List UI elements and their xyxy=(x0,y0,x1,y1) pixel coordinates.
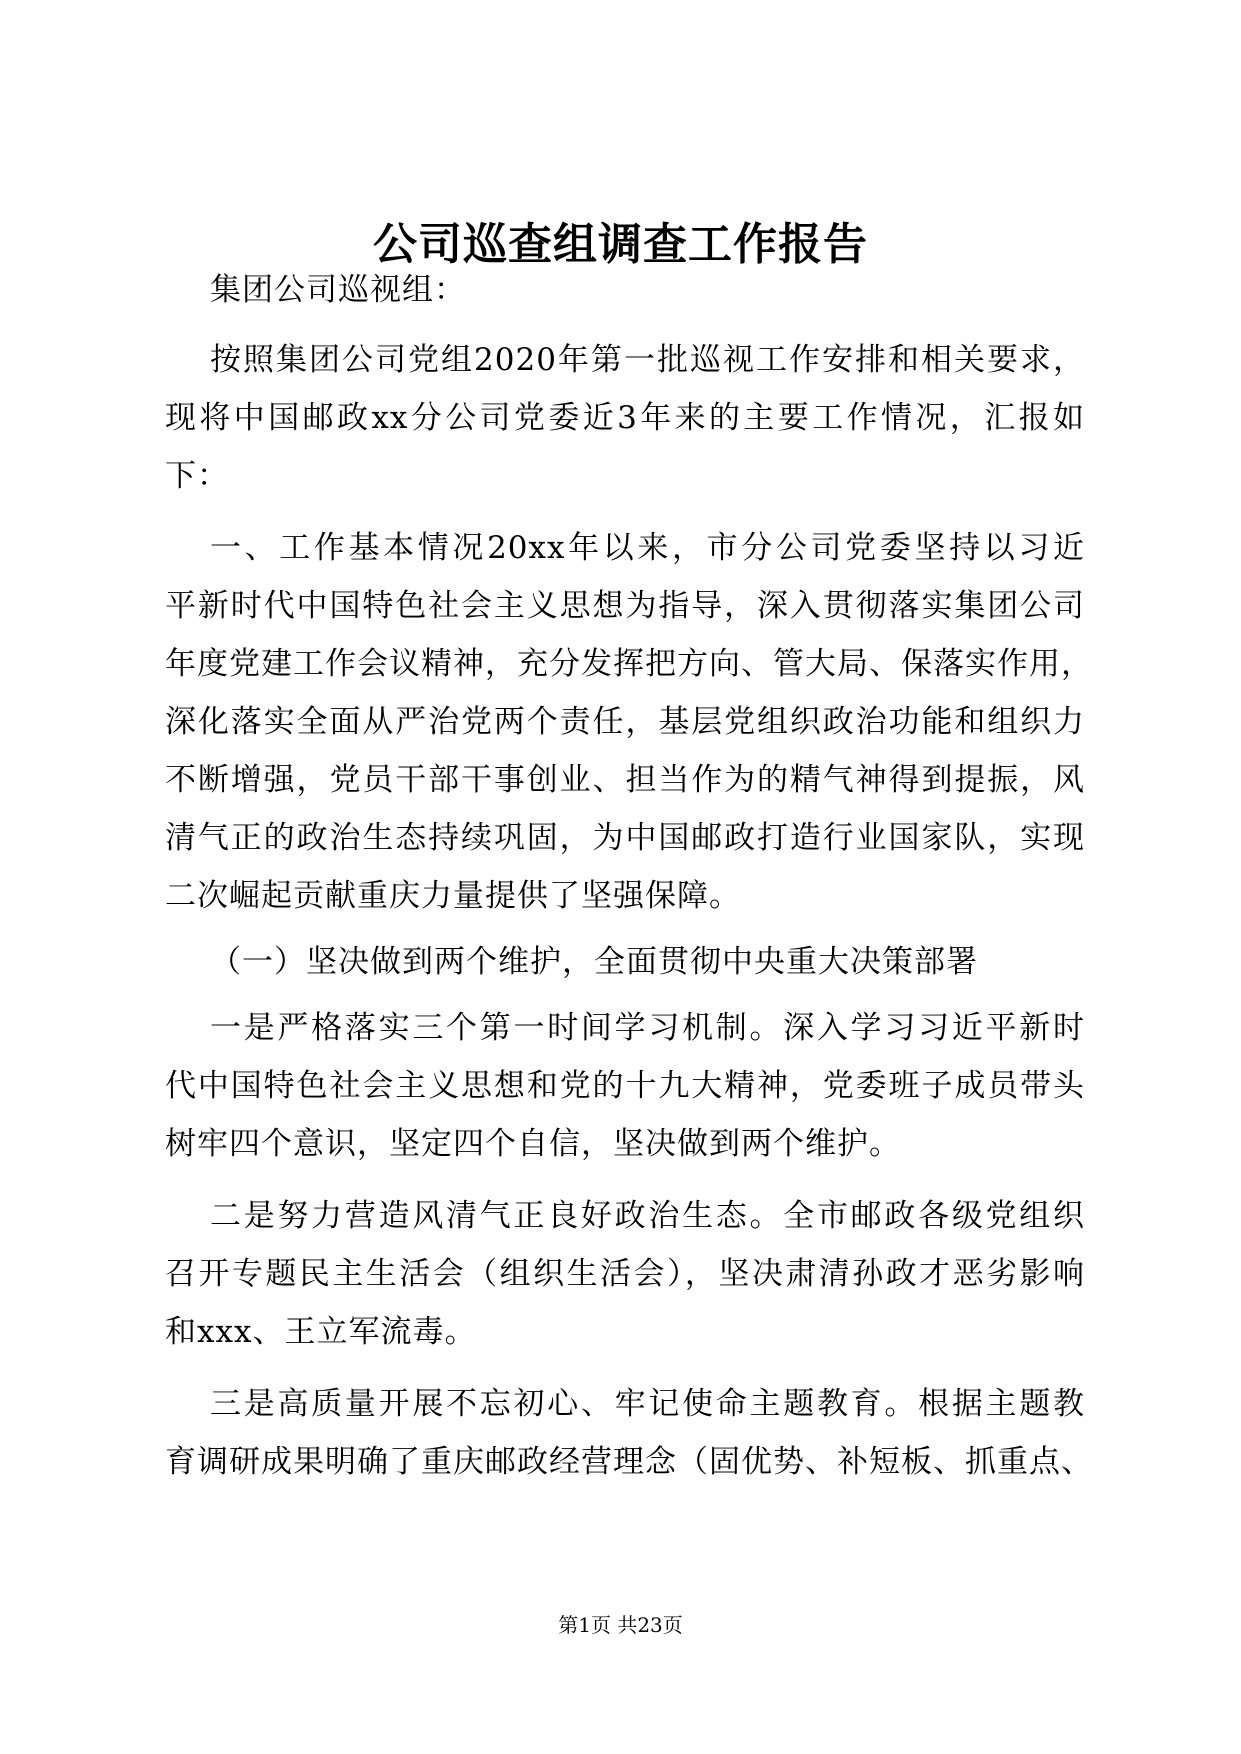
section-heading: （一）坚决做到两个维护，全面贯彻中央重大决策部署 xyxy=(210,944,978,980)
paragraph-line: 二是努力营造风清气正良好政治生态。全市邮政各级党组织 xyxy=(210,1198,1085,1234)
paragraph-line: 二次崛起贡献重庆力量提供了坚强保障。 xyxy=(165,878,741,914)
paragraph-line: 不断增强，党员干部干事创业、担当作为的精气神得到提振，风 xyxy=(165,762,1085,798)
page-number-footer: 第1页 共23页 xyxy=(558,1613,683,1637)
paragraph-line: 下： xyxy=(165,458,229,494)
paragraph-line: 育调研成果明确了重庆邮政经营理念（固优势、补短板、抓重点、 xyxy=(165,1444,1093,1480)
paragraph-line: 年度党建工作会议精神，充分发挥把方向、管大局、保落实作用， xyxy=(165,646,1093,682)
paragraph-line: 按照集团公司党组2020年第一批巡视工作安排和相关要求， xyxy=(210,342,1085,378)
paragraph-line: 召开专题民主生活会（组织生活会），坚决肃清孙政才恶劣影响 xyxy=(165,1256,1085,1292)
paragraph-line: 一、工作基本情况20xx年以来，市分公司党委坚持以习近 xyxy=(210,530,1085,566)
paragraph-line: 代中国特色社会主义思想和党的十九大精神，党委班子成员带头 xyxy=(165,1068,1085,1104)
paragraph-line: 清气正的政治生态持续巩固，为中国邮政打造行业国家队，实现 xyxy=(165,820,1085,856)
paragraph-line: 一是严格落实三个第一时间学习机制。深入学习习近平新时 xyxy=(210,1010,1085,1046)
paragraph-line: 平新时代中国特色社会主义思想为指导，深入贯彻落实集团公司 xyxy=(165,588,1085,624)
paragraph-line: 现将中国邮政xx分公司党委近3年来的主要工作情况，汇报如 xyxy=(165,400,1085,436)
paragraph-line: 三是高质量开展不忘初心、牢记使命主题教育。根据主题教 xyxy=(210,1386,1085,1422)
salutation-line: 集团公司巡视组： xyxy=(210,272,466,308)
paragraph-line: 深化落实全面从严治党两个责任，基层党组织政治功能和组织力 xyxy=(165,704,1085,740)
paragraph-line: 树牢四个意识，坚定四个自信，坚决做到两个维护。 xyxy=(165,1126,901,1162)
document-title: 公司巡查组调查工作报告 xyxy=(373,219,868,270)
paragraph-line: 和xxx、王立军流毒。 xyxy=(165,1314,477,1350)
